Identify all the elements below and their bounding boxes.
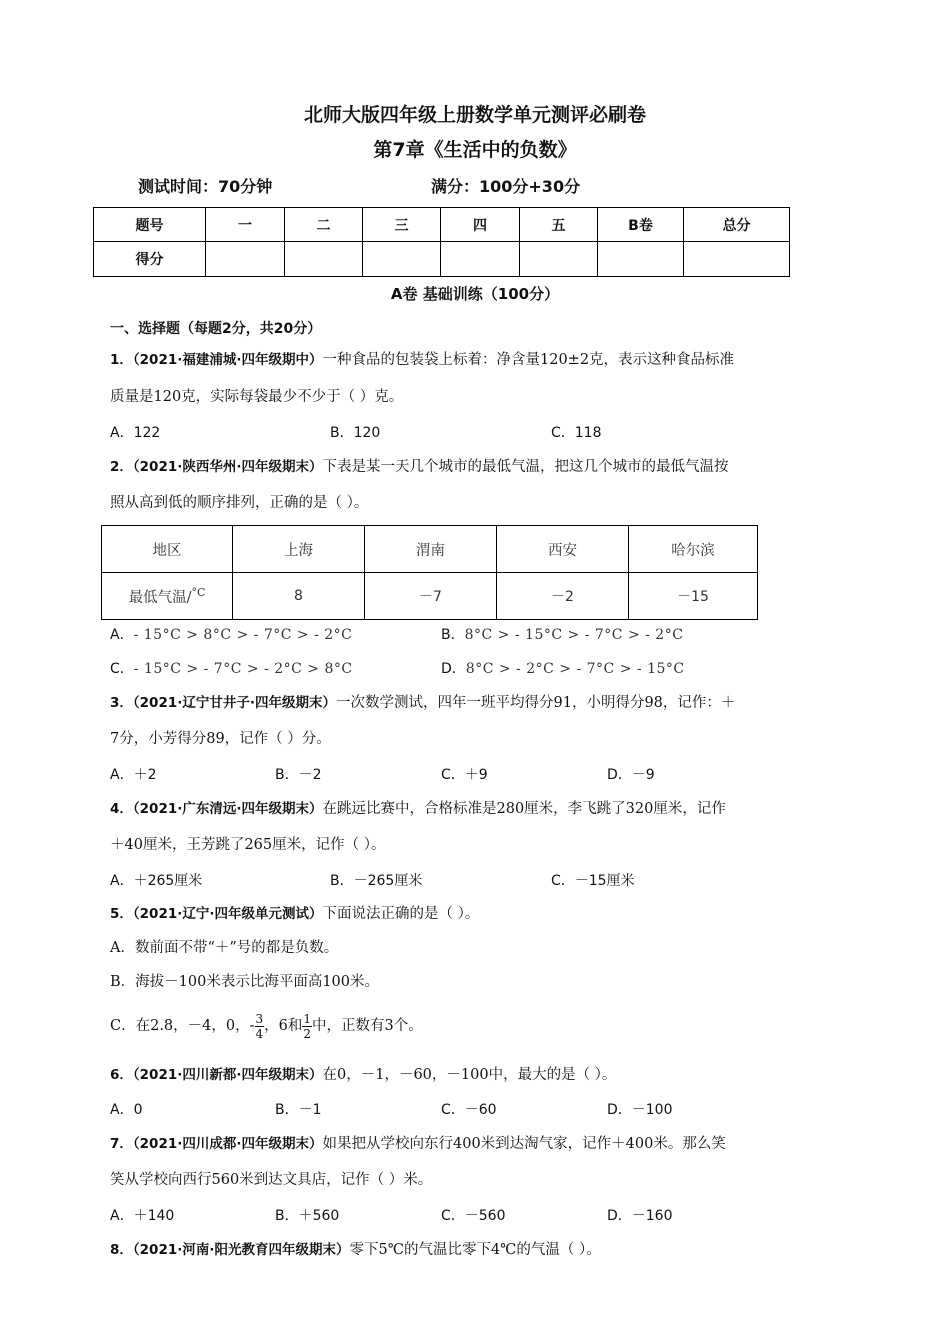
- score-cell-total: 总分: [684, 208, 790, 242]
- q6-text1: 在0，－1，－60，－100中，最大的是（ ）。: [322, 1067, 617, 1083]
- temp-row-label: [102, 573, 233, 620]
- temp-head-shanghai: 上海: [233, 526, 365, 573]
- q1-option-c[interactable]: C．118: [551, 425, 602, 441]
- q5-option-c-post: 中，正数有3个。: [312, 1018, 423, 1034]
- q5-number: 5．: [110, 906, 133, 922]
- q5-option-c[interactable]: [110, 1008, 423, 1044]
- score-blank[interactable]: [520, 242, 598, 277]
- score-blank[interactable]: [598, 242, 684, 277]
- score-cell-4: 四: [441, 208, 520, 242]
- q6-line1: [110, 1065, 616, 1085]
- q3-line1: [110, 693, 735, 713]
- score-blank[interactable]: [285, 242, 363, 277]
- q2-option-b-expr: 8°C > - 15°C > - 7°C > - 2°C: [464, 627, 684, 643]
- q5-option-c-mid: ，6和: [264, 1018, 303, 1034]
- score-blank[interactable]: [363, 242, 441, 277]
- q4-number: 4．: [110, 801, 133, 817]
- temperature-table: [101, 525, 758, 620]
- fraction-denominator: 2: [303, 1026, 312, 1041]
- q8-source: （2021·河南·阳光教育四年级期末）: [132, 1242, 350, 1258]
- q2-source: （2021·陕西华州·四年级期末）: [132, 459, 323, 475]
- q5-option-b[interactable]: B．海拔－100米表示比海平面高100米。: [110, 974, 380, 990]
- q6-number: 6．: [110, 1067, 133, 1083]
- q4-text2: ＋40厘米，王芳跳了265厘米，记作（ ）。: [110, 837, 386, 853]
- score-cell-3: 三: [363, 208, 441, 242]
- q8-text1: 零下5℃的气温比零下4℃的气温（ ）。: [349, 1242, 601, 1258]
- time-label: 测试时间：70分钟: [138, 177, 273, 196]
- q2-option-c-expr: - 15°C > - 7°C > - 2°C > 8°C: [133, 661, 353, 677]
- q6-option-d[interactable]: D．－100: [607, 1102, 673, 1118]
- q2-option-a-letter: A．: [110, 627, 134, 643]
- q7-source: （2021·四川成都·四年级期末）: [132, 1136, 323, 1152]
- fraction-denominator: 4: [255, 1026, 264, 1041]
- q3-source: （2021·辽宁甘井子·四年级期末）: [132, 695, 336, 711]
- score-label: 满分：100分+30分: [431, 177, 581, 196]
- q7-option-d[interactable]: D．－160: [607, 1208, 673, 1224]
- q2-number: 2．: [110, 459, 133, 475]
- score-blank[interactable]: [684, 242, 790, 277]
- q3-text1: 一次数学测试，四年一班平均得分91，小明得分98，记作：＋: [336, 695, 736, 711]
- fraction-numerator: 1: [303, 1011, 312, 1026]
- document-title: 北师大版四年级上册数学单元测评必刷卷: [303, 104, 646, 126]
- score-cell-label: 题号: [94, 208, 206, 242]
- fraction-three-quarters: [255, 1012, 265, 1041]
- q2-option-b[interactable]: [441, 624, 683, 644]
- q7-text2: 笑从学校向西行560米到达文具店，记作（ ）米。: [110, 1172, 433, 1188]
- q5-option-a[interactable]: A．数前面不带“＋”号的都是负数。: [110, 940, 339, 956]
- q1-number: 1．: [110, 352, 133, 368]
- score-cell-1: 一: [206, 208, 285, 242]
- q4-source: （2021·广东清远·四年级期末）: [132, 801, 323, 817]
- temp-value-shanghai: 8: [233, 573, 365, 620]
- document-subtitle: 第7章《生活中的负数》: [373, 139, 577, 161]
- q3-option-b[interactable]: B．－2: [275, 767, 322, 783]
- temp-head-xian: 西安: [497, 526, 629, 573]
- q3-option-c[interactable]: C．＋9: [441, 767, 488, 783]
- temp-value-xian: －2: [497, 573, 629, 620]
- score-row-label: 得分: [94, 242, 206, 277]
- q1-text2: 质量是120克，实际每袋最少不少于（ ）克。: [110, 389, 404, 405]
- q7-line1: [110, 1134, 726, 1154]
- q3-option-d[interactable]: D．－9: [607, 767, 655, 783]
- q3-text2: 7分，小芳得分89，记作（ ）分。: [110, 731, 331, 747]
- temp-value-weinan: －7: [365, 573, 497, 620]
- score-blank[interactable]: [206, 242, 285, 277]
- q2-option-a[interactable]: [110, 624, 352, 644]
- part1-heading: 一、选择题（每题2分，共20分）: [110, 321, 322, 337]
- q2-option-d[interactable]: [441, 658, 685, 678]
- q2-option-d-expr: 8°C > - 2°C > - 7°C > - 15°C: [465, 661, 685, 677]
- q2-option-c-letter: C．: [110, 661, 134, 677]
- temp-row-unit: °C: [191, 585, 206, 599]
- fraction-one-half: [302, 1012, 312, 1041]
- score-cell-b: B卷: [598, 208, 684, 242]
- q7-text1: 如果把从学校向东行400米到达淘气家，记作＋400米。那么笑: [322, 1136, 726, 1152]
- q4-option-a[interactable]: A．＋265厘米: [110, 873, 203, 889]
- temp-head-harbin: 哈尔滨: [629, 526, 758, 573]
- q4-option-b[interactable]: B．－265厘米: [330, 873, 423, 889]
- q8-line1: [110, 1240, 601, 1260]
- q5-source: （2021·辽宁·四年级单元测试）: [132, 906, 323, 922]
- q1-line1: [110, 350, 734, 370]
- temp-head-region: 地区: [102, 526, 233, 573]
- score-blank[interactable]: [441, 242, 520, 277]
- q8-number: 8．: [110, 1242, 133, 1258]
- q4-line1: [110, 799, 726, 819]
- q1-text1: 一种食品的包装袋上标着：净含量120±2克，表示这种食品标准: [322, 352, 735, 368]
- q3-option-a[interactable]: A．＋2: [110, 767, 157, 783]
- q6-option-c[interactable]: C．－60: [441, 1102, 497, 1118]
- q2-line1: [110, 457, 729, 477]
- q2-option-c[interactable]: [110, 658, 353, 678]
- temp-head-weinan: 渭南: [365, 526, 497, 573]
- q6-option-a[interactable]: A．0: [110, 1102, 143, 1118]
- q4-option-c[interactable]: C．－15厘米: [551, 873, 635, 889]
- q4-text1: 在跳远比赛中，合格标准是280厘米，李飞跳了320厘米，记作: [322, 801, 726, 817]
- q6-source: （2021·四川新都·四年级期末）: [132, 1067, 323, 1083]
- q2-text1: 下表是某一天几个城市的最低气温，把这几个城市的最低气温按: [322, 459, 729, 475]
- q2-option-b-letter: B．: [441, 627, 465, 643]
- q2-text2: 照从高到低的顺序排列，正确的是（ ）。: [110, 495, 369, 511]
- negative-sign: -: [249, 1018, 255, 1034]
- score-cell-2: 二: [285, 208, 363, 242]
- q1-option-a[interactable]: A．122: [110, 425, 161, 441]
- score-cell-5: 五: [520, 208, 598, 242]
- temp-row-label-text: 最低气温/: [128, 589, 192, 606]
- score-table: [93, 207, 790, 277]
- q5-option-c-pre: C．在2.8，－4，0，: [110, 1018, 250, 1034]
- section-a-heading: A卷 基础训练（100分）: [390, 285, 560, 303]
- q7-option-b[interactable]: B．＋560: [275, 1208, 340, 1224]
- q5-line1: [110, 904, 479, 924]
- q1-option-b[interactable]: B．120: [330, 425, 381, 441]
- q6-option-b[interactable]: B．－1: [275, 1102, 322, 1118]
- fraction-numerator: 3: [255, 1011, 264, 1026]
- q5-text1: 下面说法正确的是（ ）。: [322, 906, 480, 922]
- temp-value-harbin: －15: [629, 573, 758, 620]
- q2-option-a-expr: - 15°C > 8°C > - 7°C > - 2°C: [133, 627, 353, 643]
- q3-number: 3．: [110, 695, 133, 711]
- q7-number: 7．: [110, 1136, 133, 1152]
- q2-option-d-letter: D．: [441, 661, 466, 677]
- q1-source: （2021·福建浦城·四年级期中）: [132, 352, 323, 368]
- q7-option-a[interactable]: A．＋140: [110, 1208, 175, 1224]
- q7-option-c[interactable]: C．－560: [441, 1208, 506, 1224]
